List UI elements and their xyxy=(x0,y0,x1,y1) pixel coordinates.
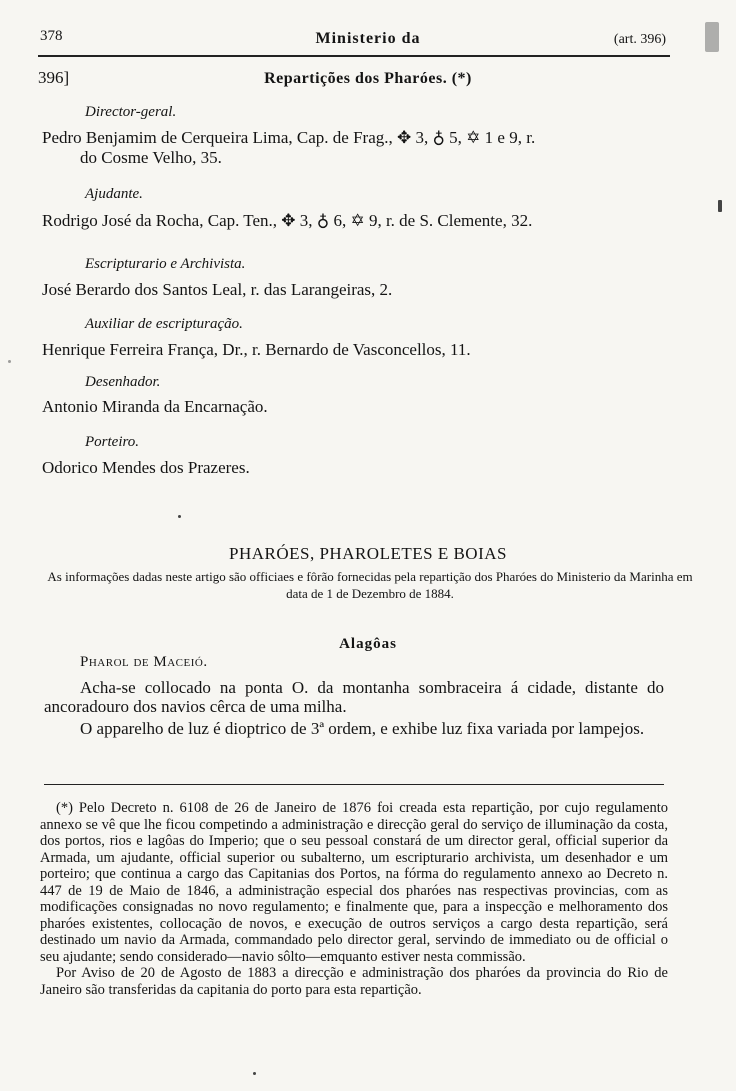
scan-mark xyxy=(8,360,11,363)
running-title: Ministerio da xyxy=(315,30,421,47)
staff-line: José Berardo dos Santos Leal, r. das Larangeiras, 2. xyxy=(42,280,393,299)
footnote xyxy=(40,800,668,998)
lights-heading: PHARÓES, PHAROLETES E BOIAS xyxy=(229,544,507,563)
scan-mark xyxy=(718,200,722,212)
page-number: 378 xyxy=(40,28,63,44)
section-number: 396] xyxy=(38,68,70,87)
article-reference: (art. 396) xyxy=(613,32,666,47)
staff-line: Pedro Benjamim de Cerqueira Lima, Cap. de Frag., ✥ 3, ♁ 5, ✡ 1 e 9, r. xyxy=(42,128,536,147)
staff-line: Henrique Ferreira França, Dr., r. Bernardo de Vasconcellos, 11. xyxy=(42,340,471,359)
scan-mark xyxy=(178,515,181,518)
lights-info: As informações dadas neste artigo são officiaes e fôrão fornecidas pela repartição dos Pharóes do Ministerio da Marinha em data de 1 de Dezembro de 1884. xyxy=(47,569,693,601)
role-draughtsman: Desenhador. xyxy=(85,374,161,390)
apparatus-paragraph: O apparelho de luz é dioptrico de 3ª ordem, e exhibe luz fixa variada por lampejos. xyxy=(80,719,645,738)
footnote-paragraph: (*) Pelo Decreto n. 6108 de 26 de Janeiro de 1876 foi creada esta repartição, por cujo regulamento annexo se vê que lhe ficou competindo a administração e direcção geral do serviço de illuminação da costa, dos portos, rios e lagôas do Imperio; que o seu pessoal constará de um director geral, official superior da Armada, um ajudante, official superior ou subalterno, um escripturario archivista, um desenhador e um porteiro; que continua a cargo das Capitanias dos Portos, na fórma do regulamento annexo ao Decreto n. 447 de 19 de Maio de 1846, a administração especial dos pharóes nas respectivas provincias, com as modificações consignadas no novo regulamento; e finalmente que, para a inspecção e melhoramento dos pharóes existentes, collocação de novos, e execução de outros serviços a cargo desta repartição, será destinado um navio da Armada, commandado pelo director geral, servindo de immediato ou de official o seu ajudante; sendo considerado—navio sôlto—emquanto estiver nesta commissão. xyxy=(40,800,668,965)
staff-line: Antonio Miranda da Encarnação. xyxy=(42,397,268,416)
section-title: Repartições dos Pharóes. (*) xyxy=(264,70,472,87)
description-paragraph: Acha-se collocado na ponta O. da montanha sombraceira á cidade, distante do ancoradouro dos navios cêrca de uma milha. xyxy=(44,678,664,716)
region-heading: Alagôas xyxy=(339,636,397,652)
footnote-rule xyxy=(44,784,664,785)
staff-line: Odorico Mendes dos Prazeres. xyxy=(42,458,250,477)
footnote-paragraph: Por Aviso de 20 de Agosto de 1883 a direcção e administração dos pharóes da provincia do Rio de Janeiro são transferidas da capitania do porto para esta repartição. xyxy=(40,965,668,998)
role-clerk-archivist: Escripturario e Archivista. xyxy=(85,256,246,272)
staff-line: Rodrigo José da Rocha, Cap. Ten., ✥ 3, ♁ 6, ✡ 9, r. de S. Clemente, 32. xyxy=(42,211,533,230)
station-name: Pharol de Maceió. xyxy=(80,654,208,670)
role-doorkeeper: Porteiro. xyxy=(85,434,140,450)
role-director: Director-geral. xyxy=(85,104,177,120)
scan-mark xyxy=(253,1072,256,1075)
header-rule xyxy=(38,55,670,57)
staff-line-continued: do Cosme Velho, 35. xyxy=(80,148,222,167)
scan-mark xyxy=(705,22,719,52)
role-clerk-assistant: Auxiliar de escripturação. xyxy=(85,316,243,332)
role-assistant: Ajudante. xyxy=(85,186,143,202)
